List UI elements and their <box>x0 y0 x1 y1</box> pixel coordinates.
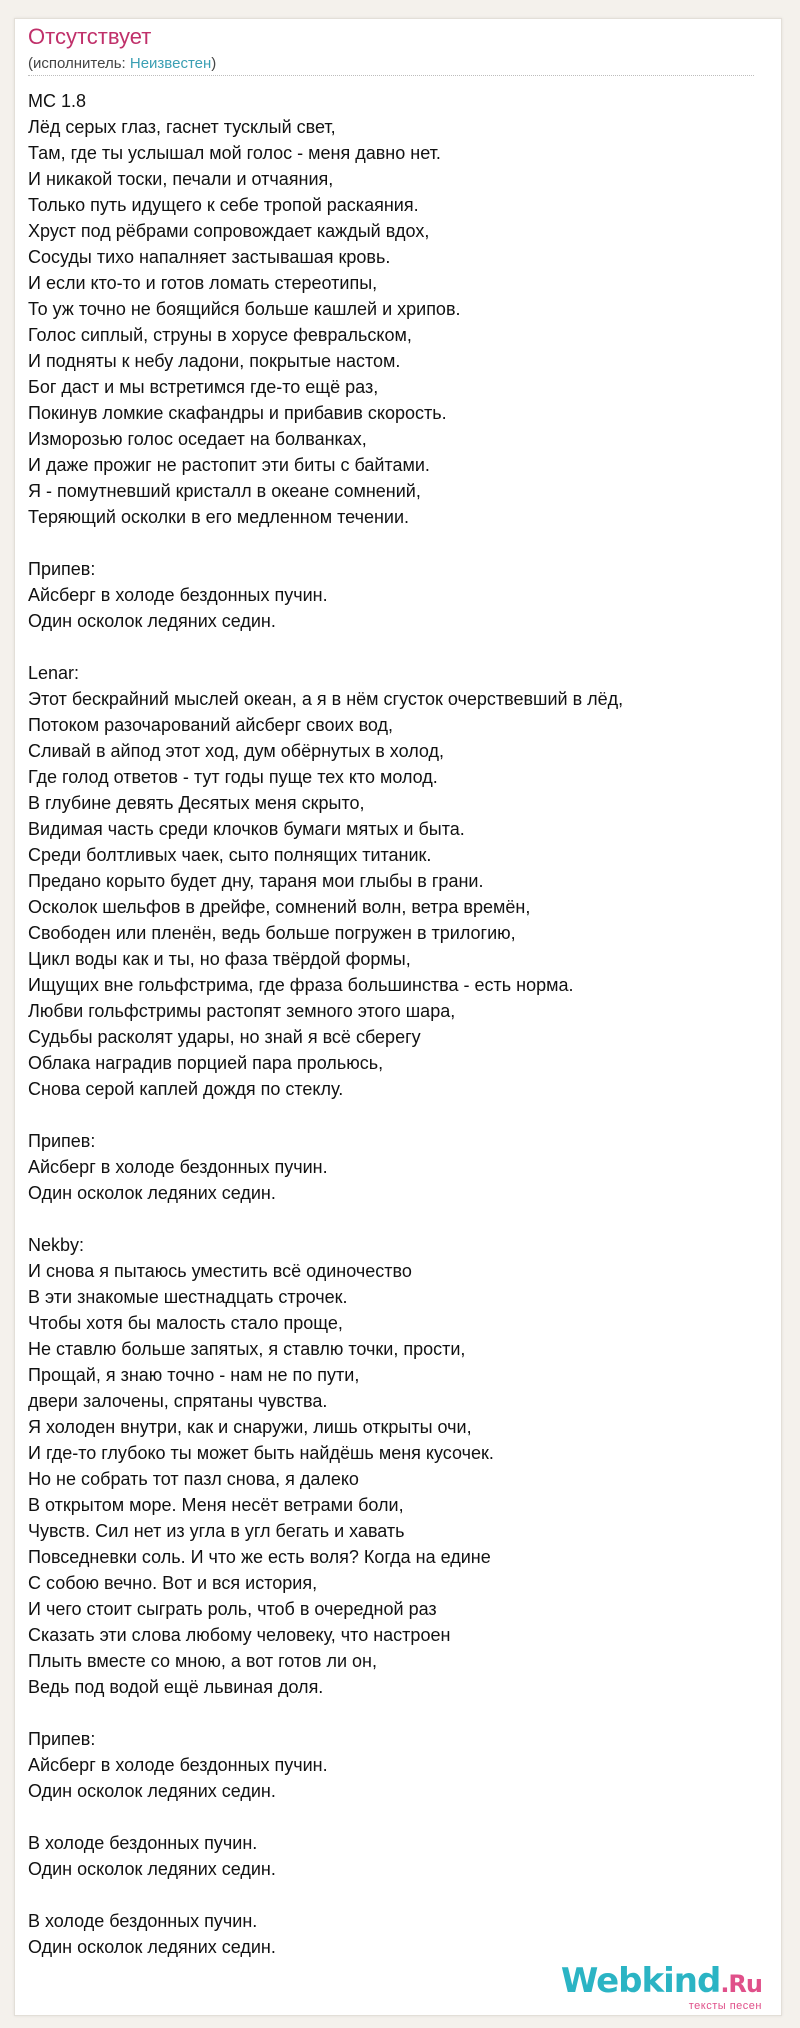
lyric-line: В эти знакомые шестнадцать строчек. <box>28 1287 348 1307</box>
lyric-line: Свободен или пленён, ведь больше погружен в трилогию, <box>28 923 516 943</box>
lyric-line: Среди болтливых чаек, сыто полнящих титаник. <box>28 845 432 865</box>
lyric-line: Не ставлю больше запятых, я ставлю точки, прости, <box>28 1339 466 1359</box>
lyric-line: Прощай, я знаю точно - нам не по пути, <box>28 1365 360 1385</box>
lyric-line: Голос сиплый, струны в хорусе февральском, <box>28 325 412 345</box>
artist-line <box>28 55 216 73</box>
lyric-line: Теряющий осколки в его медленном течении. <box>28 507 410 527</box>
lyric-line: Айсберг в холоде бездонных пучин. <box>28 1157 328 1177</box>
lyric-line: Судьбы расколят удары, но знай я всё сберегу <box>28 1027 421 1047</box>
lyric-line: Изморозью голос оседает на болванках, <box>28 429 367 449</box>
watermark-brand: Webkind <box>560 1961 721 2001</box>
lyric-line: Я - помутневший кристалл в океане сомнений, <box>28 481 421 501</box>
lyric-line: Осколок шельфов в дрейфе, сомнений волн, ветра времён, <box>28 897 531 917</box>
lyric-line: Цикл воды как и ты, но фаза твёрдой формы, <box>28 949 411 969</box>
lyric-line: Бог даст и мы встретимся где-то ещё раз, <box>28 377 379 397</box>
lyric-line: И чего стоит сыграть роль, чтоб в очередной раз <box>28 1599 437 1619</box>
song-title: Отсутствует <box>28 24 152 49</box>
lyric-line: Только путь идущего к себе тропой раскаяния. <box>28 195 419 215</box>
lyrics-text <box>28 88 748 1960</box>
lyric-line: Сказать эти слова любому человеку, что настроен <box>28 1625 451 1645</box>
lyric-line: Сосуды тихо напалняет застывашая кровь. <box>28 247 391 267</box>
lyric-line: Один осколок ледяних седин. <box>28 1183 276 1203</box>
lyric-line: И если кто-то и готов ломать стереотипы, <box>28 273 378 293</box>
lyric-line: Где голод ответов - тут годы пуще тех кто молод. <box>28 767 438 787</box>
lyric-line: То уж точно не боящийся больше кашлей и хрипов. <box>28 299 461 319</box>
lyric-blank-line <box>28 1882 748 1908</box>
lyric-blank-line <box>28 530 748 556</box>
lyric-line: Nekby: <box>28 1235 85 1255</box>
lyric-line: С собою вечно. Вот и вся история, <box>28 1573 318 1593</box>
lyric-line: Видимая часть среди клочков бумаги мятых и быта. <box>28 819 465 839</box>
lyric-blank-line <box>28 1804 748 1830</box>
watermark-tagline: тексты песен <box>688 2000 762 2012</box>
watermark-logo <box>560 1961 762 2001</box>
lyric-line: И где-то глубоко ты может быть найдёшь меня кусочек. <box>28 1443 494 1463</box>
lyric-blank-line <box>28 1700 748 1726</box>
lyric-line: Этот бескрайний мыслей океан, а я в нём сгусток очерствевший в лёд, <box>28 689 624 709</box>
artist-suffix: ) <box>211 55 217 72</box>
lyric-line: Хруст под рёбрами сопровождает каждый вдох, <box>28 221 430 241</box>
lyric-line: В холоде бездонных пучин. <box>28 1833 258 1853</box>
lyric-line: Лёд серых глаз, гаснет тусклый свет, <box>28 117 336 137</box>
lyric-line: Айсберг в холоде бездонных пучин. <box>28 585 328 605</box>
lyric-line: Один осколок ледяних седин. <box>28 1937 276 1957</box>
lyric-line: Любви гольфстримы растопят земного этого шара, <box>28 1001 456 1021</box>
lyric-line: Ищущих вне гольфстрима, где фраза большинства - есть норма. <box>28 975 574 995</box>
lyric-line: Чувств. Сил нет из угла в угл бегать и хавать <box>28 1521 405 1541</box>
watermark-domain: .Ru <box>720 1970 762 1998</box>
lyric-blank-line <box>28 1206 748 1232</box>
lyric-line: Один осколок ледяних седин. <box>28 1781 276 1801</box>
title-divider <box>28 75 754 76</box>
lyric-line: MC 1.8 <box>28 91 87 111</box>
lyric-line: И снова я пытаюсь уместить всё одиночество <box>28 1261 412 1281</box>
lyric-line: Один осколок ледяних седин. <box>28 611 276 631</box>
lyric-line: Снова серой каплей дождя по стеклу. <box>28 1079 344 1099</box>
lyric-line: Но не собрать тот пазл снова, я далеко <box>28 1469 359 1489</box>
lyric-line: Покинув ломкие скафандры и прибавив скорость. <box>28 403 447 423</box>
lyric-line: Припев: <box>28 1729 96 1749</box>
lyric-line: Плыть вместе со мною, а вот готов ли он, <box>28 1651 377 1671</box>
lyric-line: Повседневки соль. И что же есть воля? Когда на едине <box>28 1547 491 1567</box>
lyric-line: Сливай в айпод этот ход, дум обёрнутых в холод, <box>28 741 445 761</box>
lyric-line: двери залочены, спрятаны чувства. <box>28 1391 328 1411</box>
lyric-line: Я холоден внутри, как и снаружи, лишь открыты очи, <box>28 1417 472 1437</box>
lyric-line: В глубине девять Десятых меня скрыто, <box>28 793 365 813</box>
lyric-blank-line <box>28 634 748 660</box>
lyric-line: И никакой тоски, печали и отчаяния, <box>28 169 334 189</box>
lyric-blank-line <box>28 1102 748 1128</box>
lyric-line: Айсберг в холоде бездонных пучин. <box>28 1755 328 1775</box>
lyric-line: Один осколок ледяних седин. <box>28 1859 276 1879</box>
site-watermark <box>560 1961 762 2012</box>
lyric-line: Чтобы хотя бы малость стало проще, <box>28 1313 343 1333</box>
lyric-line: И даже прожиг не растопит эти биты с байтами. <box>28 455 430 475</box>
artist-link[interactable]: Неизвестен <box>129 55 212 72</box>
lyric-line: Предано корыто будет дну, тараня мои глыбы в грани. <box>28 871 484 891</box>
lyric-line: Ведь под водой ещё львиная доля. <box>28 1677 324 1697</box>
lyric-line: Потоком разочарований айсберг своих вод, <box>28 715 394 735</box>
lyric-line: Lenar: <box>28 663 80 683</box>
lyric-line: Припев: <box>28 1131 96 1151</box>
artist-prefix: (исполнитель: <box>28 55 130 72</box>
lyric-line: Облака наградив порцией пара прольюсь, <box>28 1053 384 1073</box>
lyric-line: В открытом море. Меня несёт ветрами боли, <box>28 1495 404 1515</box>
lyric-line: Там, где ты услышал мой голос - меня давно нет. <box>28 143 441 163</box>
lyric-line: И подняты к небу ладони, покрытые настом. <box>28 351 401 371</box>
lyric-line: Припев: <box>28 559 96 579</box>
lyric-line: В холоде бездонных пучин. <box>28 1911 258 1931</box>
